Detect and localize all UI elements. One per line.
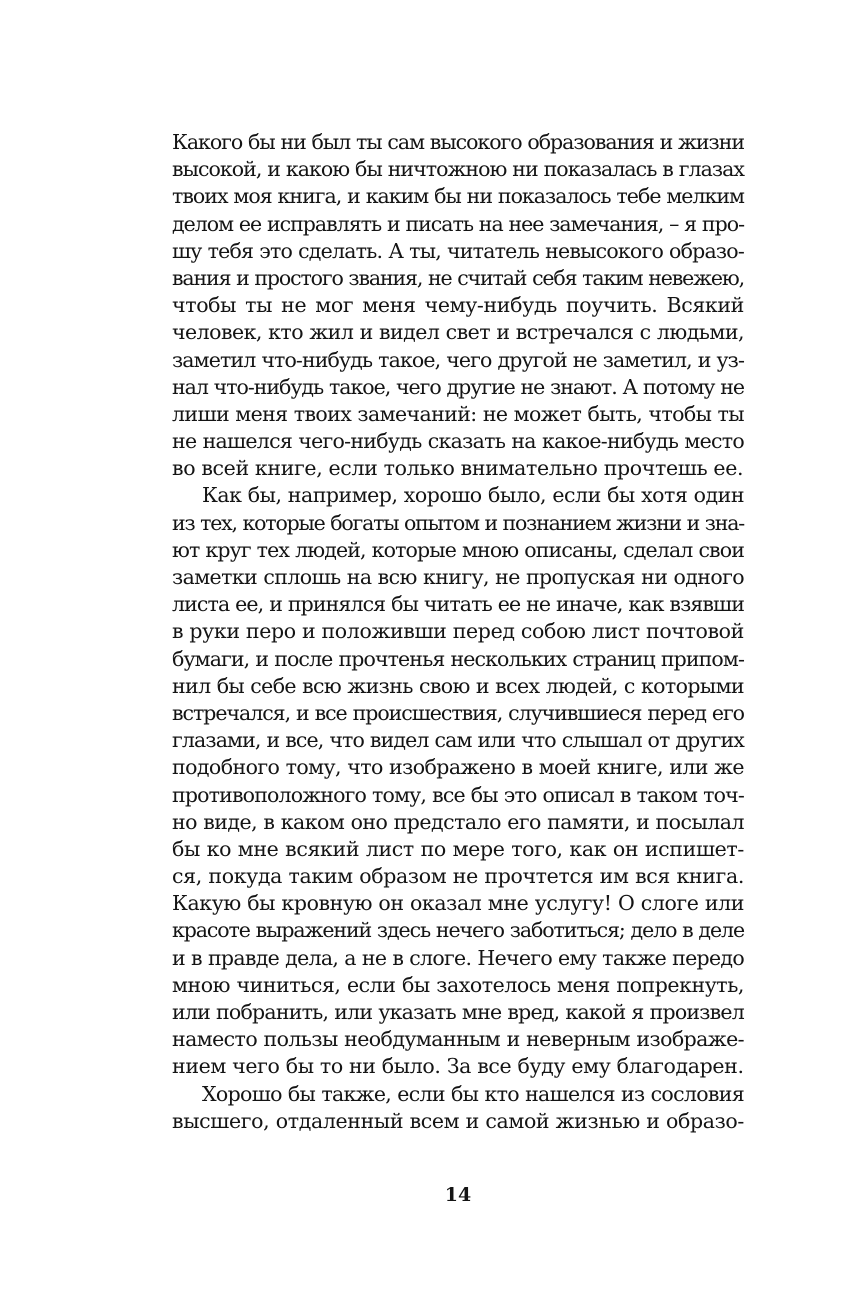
text-line: заметил что-нибудь такое, чего другой не заметил, и уз- [172, 347, 744, 372]
text-line: твоих моя книга, и каким бы ни показалось тебе мелким [172, 184, 744, 209]
text-line: противоположного тому, все бы это описал в таком точ- [172, 782, 744, 807]
text-line: нил бы себе всю жизнь свою и всех людей, с которыми [172, 673, 744, 698]
text-line: не нашелся чего-нибудь сказать на какое-нибудь место [172, 429, 744, 454]
text-line: вания и простого звания, не считай себя таким невежею, [172, 265, 744, 290]
paragraph [172, 129, 744, 482]
text-line: в руки перо и положивши перед собою лист почтовой [172, 619, 744, 644]
text-line: бумаги, и после прочтенья нескольких страниц припом- [172, 646, 744, 671]
text-line: из тех, которые богаты опытом и познанием жизни и зна- [172, 510, 744, 535]
text-line: нием чего бы то ни было. За все буду ему благодарен. [172, 1054, 744, 1079]
text-line: мною чиниться, если бы захотелось меня попрекнуть, [172, 972, 744, 997]
page-number: 14 [444, 1184, 472, 1206]
text-line: бы ко мне всякий лист по мере того, как он испишет- [172, 836, 744, 861]
body-text [172, 129, 744, 1135]
text-line: красоте выражений здесь нечего заботиться; дело в деле [172, 918, 744, 943]
text-line: ся, покуда таким образом не прочтется им вся книга. [172, 864, 744, 889]
text-line: шу тебя это сделать. А ты, читатель невысокого образо- [172, 238, 744, 263]
text-line: листа ее, и принялся бы читать ее не иначе, как взявши [172, 592, 744, 617]
text-line: заметки сплошь на всю книгу, не пропуская ни одного [172, 565, 744, 589]
text-line: или побранить, или указать мне вред, какой я произвел [172, 1000, 744, 1024]
text-line: и в правде дела, а не в слоге. Нечего ему также передо [172, 945, 744, 970]
text-line: высокой, и какою бы ничтожною ни показалась в глазах [172, 157, 744, 182]
text-line: Как бы, например, хорошо было, если бы хотя один [202, 483, 744, 508]
text-line: человек, кто жил и видел свет и встречался с людьми, [172, 320, 744, 345]
text-line: Какого бы ни был ты сам высокого образования и жизни [172, 130, 744, 154]
text-line: наместо пользы необдуманным и неверным изображе- [172, 1027, 744, 1052]
text-line: ют круг тех людей, которые мною описаны, сделал свои [172, 537, 744, 562]
paragraph [172, 1081, 744, 1135]
text-line: высшего, отдаленный всем и самой жизнью и образо- [172, 1108, 744, 1133]
text-line: подобного тому, что изображено в моей книге, или же [172, 755, 744, 780]
text-line: глазами, и все, что видел сам или что слышал от других [172, 728, 744, 753]
text-line: нал что-нибудь такое, чего другие не знают. А потому не [172, 374, 744, 399]
text-line: Какую бы кровную он оказал мне услугу! О слоге или [172, 891, 744, 916]
paragraph [172, 482, 744, 1080]
text-line: во всей книге, если только внимательно прочтешь ее. [172, 456, 744, 481]
text-line: Хорошо бы также, если бы кто нашелся из сословия [202, 1081, 744, 1106]
text-line: встречался, и все происшествия, случившиеся перед его [172, 700, 744, 725]
text-line: но виде, в каком оно предстало его памяти, и посылал [172, 809, 744, 834]
text-line: чтобы ты не мог меня чему-нибудь поучить. Всякий [172, 293, 744, 318]
text-line: лиши меня твоих замечаний: не может быть, чтобы ты [172, 401, 744, 426]
text-line: делом ее исправлять и писать на нее замечания, – я про- [172, 211, 744, 236]
